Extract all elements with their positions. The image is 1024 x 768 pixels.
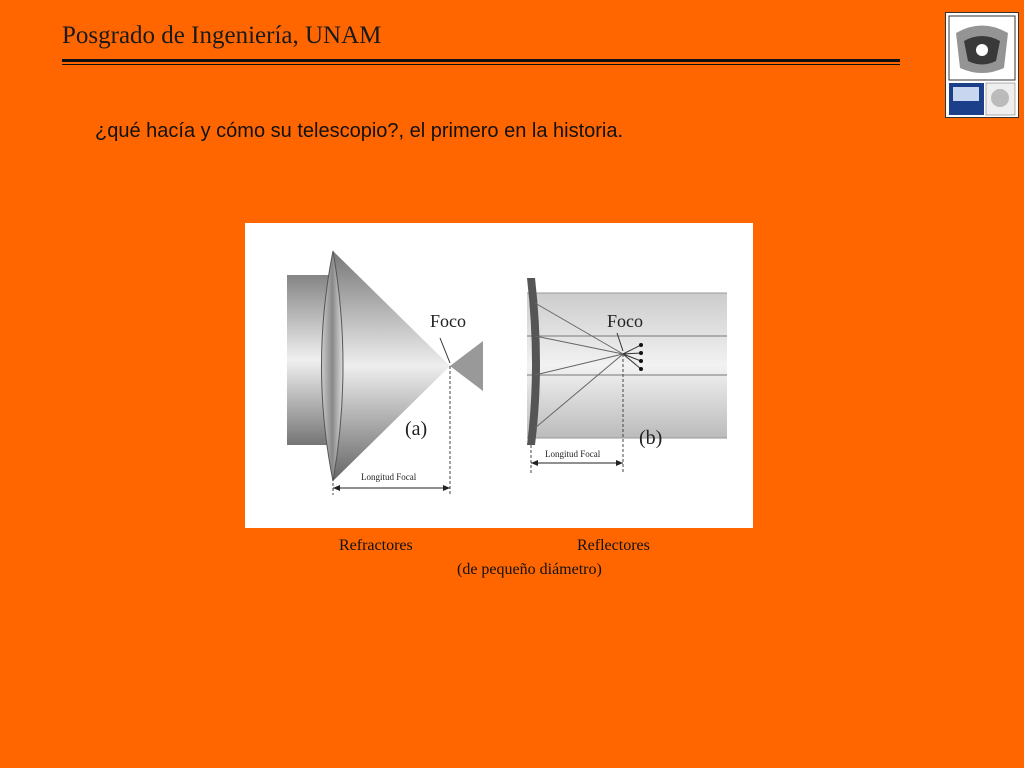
refractor-length-label: Longitud Focal bbox=[361, 472, 417, 482]
caption-reflectors: Reflectores bbox=[577, 537, 650, 554]
reflector-panel bbox=[527, 278, 727, 473]
refractor-tag: (a) bbox=[405, 418, 428, 440]
reflector-tag: (b) bbox=[639, 427, 663, 449]
unam-crest-icon bbox=[945, 12, 1019, 118]
caption-subnote: (de pequeño diámetro) bbox=[457, 561, 602, 578]
slide-question: ¿qué hacía y cómo su telescopio?, el primero en la historia. bbox=[95, 120, 624, 142]
reflector-length-label: Longitud Focal bbox=[545, 449, 601, 459]
telescope-diagram bbox=[245, 223, 753, 528]
reflector-focus-label: Foco bbox=[607, 311, 643, 331]
refractor-focus-label: Foco bbox=[430, 311, 466, 331]
refractor-panel bbox=[287, 251, 483, 495]
header-divider-thin bbox=[62, 64, 900, 65]
header-divider bbox=[62, 59, 900, 62]
page-title: Posgrado de Ingeniería, UNAM bbox=[62, 22, 382, 49]
caption-refractors: Refractores bbox=[339, 537, 413, 554]
